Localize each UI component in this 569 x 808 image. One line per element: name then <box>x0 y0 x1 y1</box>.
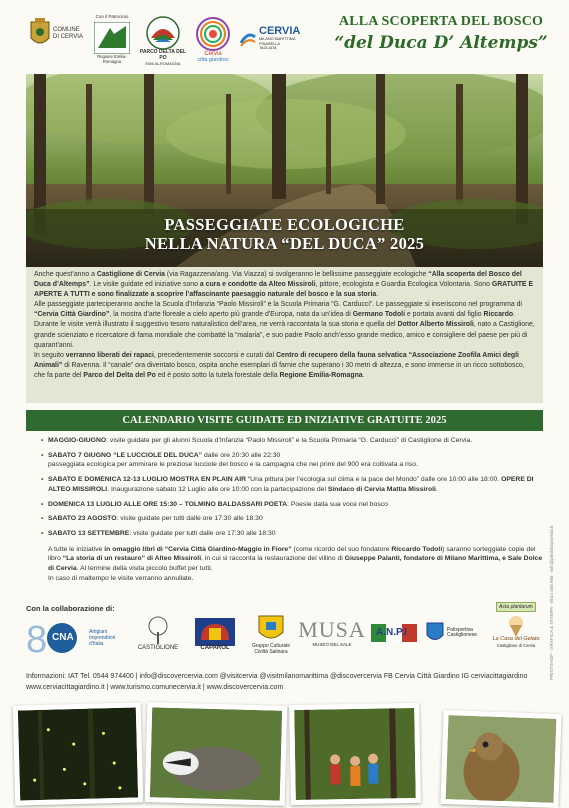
event-item <box>41 475 544 494</box>
photo-kestrel <box>440 710 561 808</box>
bold-text-segment: Riccardo Todoli <box>391 545 443 553</box>
castiglione-text: CASTIGLIONE <box>137 645 179 651</box>
bold-text-segment: “La storia di un restauro” di Alteo Missiroli <box>62 555 202 563</box>
text-segment: , precedentemente soccorsi e curati dal <box>153 351 277 359</box>
cna-sub2: Imprenditori <box>89 635 116 641</box>
cervia-brand-title: CERVIA <box>259 25 301 37</box>
coat-of-arms-icon <box>29 18 51 50</box>
logo-acta-casa-gelato <box>488 602 544 648</box>
printshop-text: PRINTSHOP - GRAFICA & STAMPA - 0544 406 666 - info@printshopcervia.it <box>549 525 554 680</box>
bold-text-segment: a cura e condotte da Alteo Missiroli <box>199 281 316 289</box>
logo-comune-line2: DI CERVIA <box>53 34 83 40</box>
cna-sub3: d’Italia <box>89 641 104 647</box>
text-segment: e portata avanti dal figlio <box>405 311 484 319</box>
text-segment: passeggiata ecologica per ammirare le preziose lucciole del bosco e la campagna che nei primi del 900 era coltivata a riso. <box>48 461 418 469</box>
text-segment: (via Ragazzena/ang. Via Viazza) si svolgeranno le bellissime passeggiate ecologiche <box>165 271 429 278</box>
event-text <box>48 501 388 508</box>
event-item <box>41 529 544 539</box>
hero-title-line2: NELLA NATURA “DEL DUCA” 2025 <box>144 234 425 253</box>
event-text <box>48 515 263 522</box>
text-segment: , nato a Castiglione, grande scienziato e ricercatore di fama mondiale che combatté la “malaria”, e suo padre Paolo anch’esso grande medico, amico e consigliere del paese per più di quarant’anni. <box>34 321 535 349</box>
patrocinio-label: Con il Patrocinio <box>95 14 129 19</box>
group-walk-image <box>294 708 416 800</box>
regione-label: Regione Emilia-Romagna <box>97 53 127 64</box>
shield-icon <box>258 614 284 644</box>
poster-title <box>316 14 566 53</box>
closing-paragraph <box>44 545 544 584</box>
polisportiva-icon <box>426 622 444 644</box>
gelato-icon <box>506 615 526 637</box>
bold-text-segment: “Cervia Città Giardino” <box>34 311 110 319</box>
parco-line1: PARCO DELTA DEL PO <box>139 49 187 61</box>
bold-text-segment: “Alla scoperta del Bosco del Duca d’Altemps” <box>34 271 522 289</box>
logo-castiglione <box>130 616 186 652</box>
bullet-icon: • <box>41 515 44 523</box>
gruppo-line1: Gruppo Culturale <box>251 643 291 649</box>
elephant-icon <box>195 618 235 646</box>
parco-icon <box>145 16 181 50</box>
info-websites: www.cerviacittagiardino.it | www.turismo.comunecervia.it | www.discovercervia.com <box>26 684 284 691</box>
photo-fireflies <box>13 702 144 805</box>
bold-text-segment: Germano Todoli <box>352 311 406 319</box>
collab-label: Con la collaborazione di: <box>26 604 115 613</box>
text-segment: . Inaugurazione sabato 12 Luglio alle ore 10:00 con la partecipazione del <box>107 485 328 493</box>
logo-cna <box>26 618 115 658</box>
bold-text-segment: SABATO E DOMENICA 12-13 LUGLIO MOSTRA EN PLAIN AIR <box>48 476 247 484</box>
event-text <box>48 437 472 444</box>
intro-section <box>26 267 543 403</box>
hero-forest-photo <box>26 74 543 267</box>
text-segment: (come ricordo del suo fondatore <box>291 545 392 553</box>
photo-group-walk <box>289 703 421 805</box>
cna-sub1: Artigiani <box>89 629 108 635</box>
bold-text-segment: verranno liberati dei rapaci <box>65 351 154 359</box>
logo-parco-delta-po <box>138 16 188 67</box>
event-text <box>48 530 276 537</box>
logo-caparol <box>192 618 238 652</box>
bold-text-segment: Riccardo <box>483 311 514 319</box>
flower-icon <box>194 16 232 52</box>
text-segment: di Ravenna. Il “canale” ora diventato bosco, ospita anche esemplari di farnie che superano i 30 metri di altezza, e sono immerse in un ricco sottobosco, che fa parte del <box>34 361 525 379</box>
text-segment: ed è posto sotto la tutela forestale della <box>155 371 280 379</box>
header <box>0 0 569 68</box>
bold-text-segment: Centro di recupero della fauna selvatica “Associazione Zoofila Amici degli Animali” <box>34 351 519 369</box>
caparol-text: CAPAROL <box>200 645 230 651</box>
text-segment: . Al termine della visita piccolo buffet per tutti. <box>76 565 213 573</box>
parco-line2: EMILIA-ROMAGNA <box>145 61 181 66</box>
text-segment: : visite guidate per gli alunni Scuola d’Infanzia “Paolo Missiroli” e la Scuola Primaria “G. Carducci” di Castiglione di Cervia. <box>106 437 473 444</box>
text-segment: : visite guidate per tutti dalle ore 17:30 alle 18:30 <box>129 529 276 537</box>
musa-sub: MUSEO DEL SALE <box>312 642 352 647</box>
info-contacts: Informazioni: IAT Tel. 0544 974400 | info@discovercervia.com @visitcervia @visitmilanomarittima @discovercervia FB Cervia Città Giardino IG cerviacittagiardino <box>26 673 528 680</box>
polisportiva-line1: Polisportiva <box>447 626 473 633</box>
gelato-brand: La Casa del Gelato <box>492 636 540 642</box>
text-segment: . <box>362 371 365 379</box>
bold-text-segment: SABATO 23 AGOSTO <box>48 515 117 523</box>
text-segment: , pittore, ecologista e Guardia Ecologica Volontaria. Sono <box>315 281 492 289</box>
event-item <box>41 500 544 510</box>
musa-text: MUSA <box>298 617 366 642</box>
bold-text-segment: in omaggio libri di “Cervia Città Giardino-Maggio in Fiore” <box>104 545 292 553</box>
bold-text-segment: Regione Emilia-Romagna <box>279 371 363 379</box>
tree-icon <box>147 616 169 646</box>
bold-text-segment: SABATO 13 SETTEMBRE <box>48 529 130 537</box>
logo-musa <box>298 617 366 648</box>
event-item <box>41 436 544 446</box>
text-segment: . <box>435 485 438 493</box>
text-segment: : visite guidate per tutti dalle ore 17:30 alle 18:30 <box>116 515 263 523</box>
event-text <box>48 452 418 469</box>
text-segment: . <box>376 291 379 299</box>
regione-icon <box>94 22 130 54</box>
hero-title <box>26 215 543 253</box>
bullet-icon: • <box>41 476 44 484</box>
text-segment: ) saranno sorteggiate copie del libro <box>48 545 536 563</box>
bold-text-segment: Castiglione di Cervia <box>96 271 166 278</box>
bullet-icon: • <box>41 529 44 537</box>
cervia-cg-line1: Cervia <box>204 51 222 57</box>
bold-text-segment: MAGGIO-GIUGNO <box>48 437 107 444</box>
badger-image <box>150 707 282 800</box>
cervia-cg-line2: città giardino <box>197 56 229 63</box>
bullet-icon: • <box>41 451 44 459</box>
text-segment: . Durante le visite verrà illustrato il suggestivo tesoro naturalistico dell’area, ne verrà raccontata la sua storia e quella del <box>34 311 515 329</box>
text-segment: “Una pittura per l’ecologia sul clima e la pace del Mondo” dalle ore 10:00 alle 18:00. <box>246 476 502 484</box>
calendar-title: CALENDARIO VISITE GUIDATE ED INIZIATIVE GRATUITE 2025 <box>26 410 543 431</box>
bold-text-segment: SABATO 7 GIUGNO “LE LUCCIOLE DEL DUCA” <box>48 451 203 459</box>
acta-label: Acta plantarum <box>496 602 536 612</box>
text-segment: In caso di maltempo le visite verranno annullate. <box>48 574 194 582</box>
text-segment: Anche quest’anno a <box>34 271 97 278</box>
wave-icon <box>240 29 256 47</box>
fireflies-image <box>18 707 138 800</box>
text-segment: A tutte le iniziative <box>48 545 105 553</box>
intro-paragraph-2 <box>26 300 543 350</box>
gruppo-line2: Civiltà Salinara <box>254 648 288 655</box>
bold-text-segment: Parco del Delta del Po <box>83 371 156 379</box>
text-segment: , la mostra d’arte floreale a cielo aperto più grande d’Europa, nata da un’idea di <box>109 311 353 319</box>
cervia-brand-line4: TAGLIATA <box>259 46 277 50</box>
bullet-icon: • <box>41 437 44 444</box>
poster-title-line1: ALLA SCOPERTA DEL BOSCO <box>338 14 544 29</box>
polisportiva-line2: Castiglionese <box>447 632 478 638</box>
hero-title-line1: PASSEGGIATE ECOLOGICHE <box>164 215 405 234</box>
text-segment: . Le visite guidate ed iniziative sono <box>89 281 200 289</box>
bold-text-segment: Sindaco di Cervia Mattia Missiroli <box>327 485 436 493</box>
anpi-text: A.N.P.I <box>376 627 407 638</box>
cervia-brand-line2: MILANO MARITTIMA <box>259 37 296 41</box>
info-section <box>26 671 546 693</box>
printshop-credit <box>549 500 561 680</box>
event-item <box>41 514 544 524</box>
logo-gruppo-culturale <box>246 614 296 655</box>
text-segment: Alle passeggiate parteciperanno anche la Scuola d’Infanzia “Paolo Missiroli” e la Scuola Primaria “G. Carducci”. Le passeggiate si inseriscono nel programma di <box>34 301 522 309</box>
bullet-icon: • <box>41 500 44 508</box>
intro-paragraph-3 <box>26 351 543 381</box>
logo-comune-line1: COMUNE <box>53 27 80 33</box>
text-segment: : Poesie dalla sua voce nel bosco <box>287 500 388 508</box>
svg-text:8: 8 <box>26 619 48 658</box>
bold-text-segment: DOMENICA 13 LUGLIO ALLE ORE 15:30 – TOLMINO BALDASSARI POETA <box>48 500 288 508</box>
intro-paragraph-1 <box>26 267 543 300</box>
text-segment: In seguito <box>34 351 66 359</box>
logo-cervia-citta-giardino <box>190 16 236 63</box>
text-segment: , in cui si racconta la restaurazione del villino di <box>201 555 345 563</box>
cna-text: CNA <box>52 632 74 643</box>
kestrel-image <box>446 715 557 803</box>
bold-text-segment: Dottor Alberto Missiroli <box>397 321 474 329</box>
gelato-sub: Castiglione di Cervia <box>496 642 536 648</box>
logo-comune-cervia <box>24 18 88 50</box>
cervia-brand-line3: PINARELLA <box>259 41 280 46</box>
event-item <box>41 451 544 470</box>
text-segment: dalle ore 20:30 alle 22:30 <box>202 451 281 459</box>
photo-badger <box>145 702 288 806</box>
event-text <box>48 476 534 493</box>
bold-text-segment: GRATUITE E APERTE A TUTTI e sono finalizzate a scoprire l’affascinante paesaggio naturale del bosco e la sua storia <box>34 281 534 299</box>
logo-anpi <box>370 624 418 642</box>
bold-text-segment: Giuseppe Palanti, fondatore di Milano Marittima, e Sale Dolce di Cervia <box>48 555 543 573</box>
logo-cervia-brand <box>240 26 312 51</box>
logo-polisportiva <box>426 622 486 644</box>
events-list <box>41 436 544 583</box>
poster-title-line2: “del Duca D’ Altemps” <box>334 33 548 53</box>
bold-text-segment: OPERE DI ALTEO MISSIROLI <box>48 476 534 493</box>
logo-regione <box>90 14 134 65</box>
